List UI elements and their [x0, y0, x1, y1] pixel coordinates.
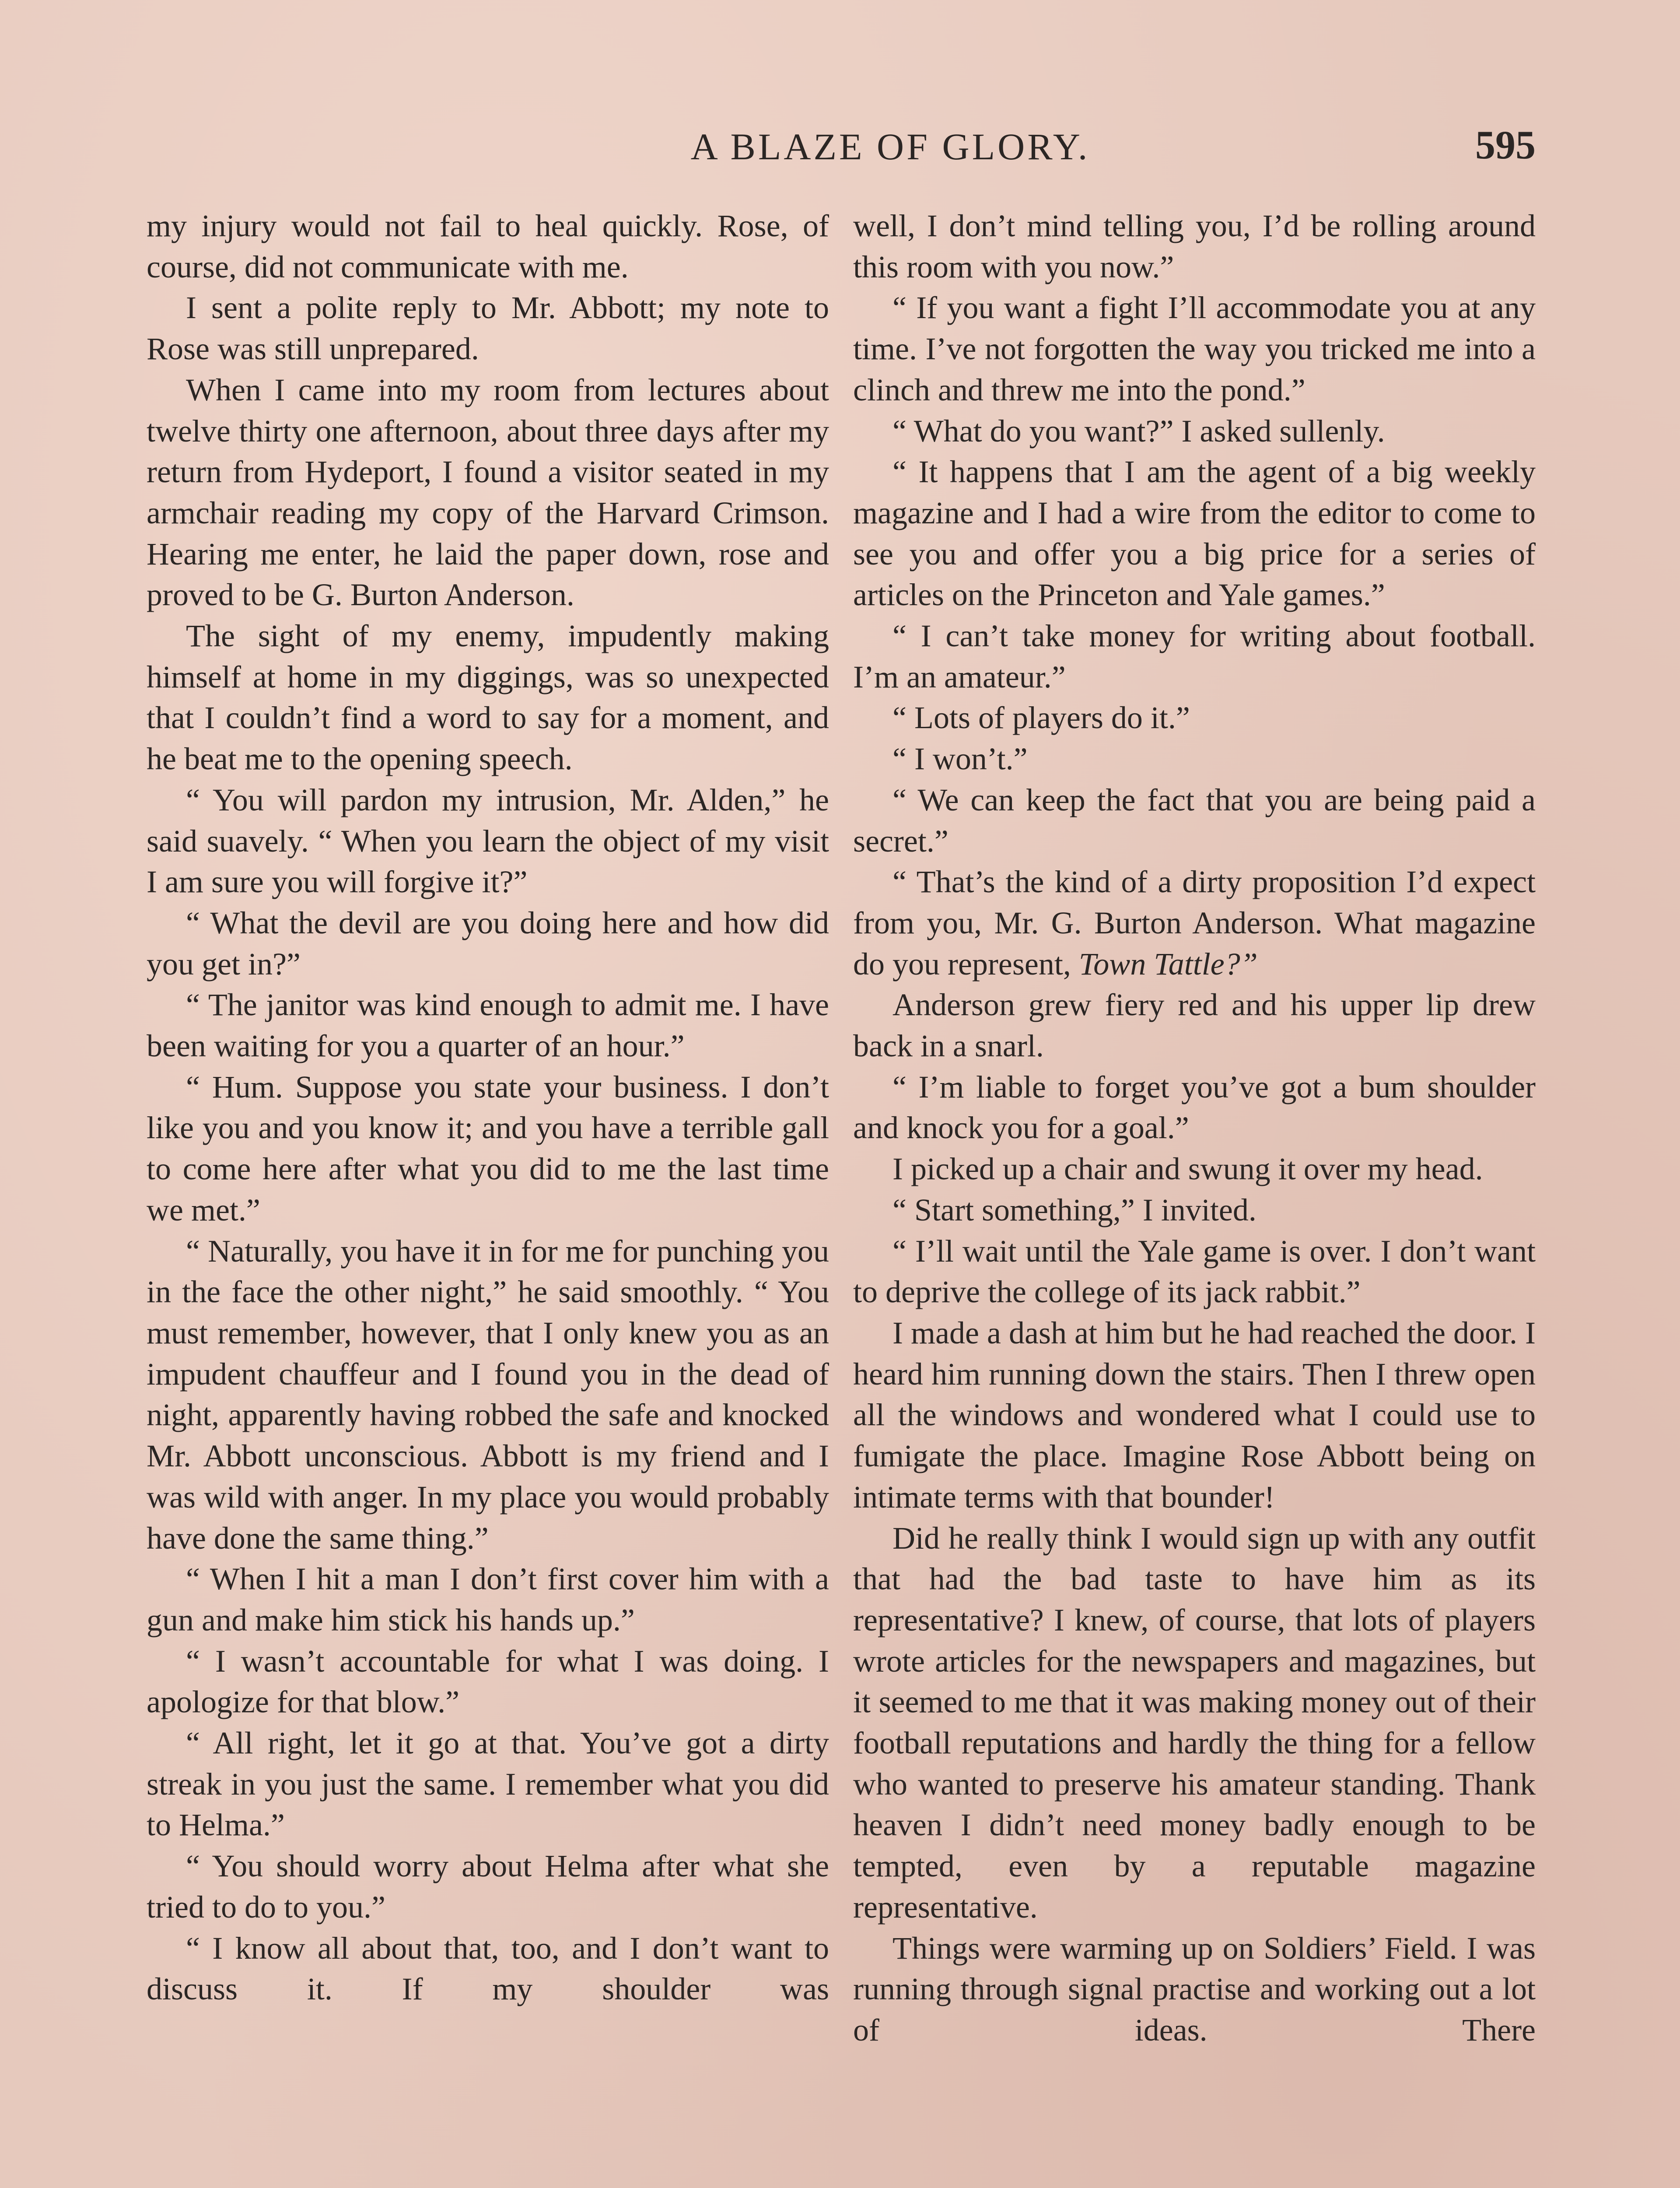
left-column: [147, 206, 829, 2010]
paragraph: “ We can keep the fact that you are being paid a secret.”: [853, 782, 1536, 859]
paragraph: I picked up a chair and swung it over my head.: [892, 1151, 1483, 1187]
paragraph: “ All right, let it go at that. You’ve got a dirty streak in you just the same. I remember what you did to Helma.”: [147, 1725, 829, 1843]
paragraph: “ I wasn’t accountable for what I was doing. I apologize for that blow.”: [147, 1643, 829, 1720]
paragraph: [853, 862, 1536, 985]
paragraph: “ If you want a fight I’ll accommodate you at any time. I’ve not forgotten the way you tricked me into a clinch and threw me into the pond.”: [853, 290, 1536, 407]
paragraph: Anderson grew fiery red and his upper lip drew back in a snarl.: [853, 987, 1536, 1064]
paragraph: “ It happens that I am the agent of a big weekly magazine and I had a wire from the editor to come to see you and offer you a big price for a series of articles on the Princeton and Yale games.”: [853, 454, 1536, 613]
paragraph: “ Start something,” I invited.: [892, 1192, 1256, 1227]
paragraph: “ What do you want?” I asked sullenly.: [892, 413, 1385, 449]
paragraph-text: “ That’s the kind of a dirty proposition I’d expect from you, Mr. G. Burton Anderson. What magazine do you represent,: [853, 864, 1536, 982]
magazine-title: Town Tattle?”: [1078, 946, 1258, 982]
paragraph: “ What the devil are you doing here and how did you get in?”: [147, 905, 829, 982]
paragraph: “ I’ll wait until the Yale game is over. I don’t want to deprive the college of its jack rabbit.”: [853, 1233, 1536, 1310]
paragraph: When I came into my room from lectures about twelve thirty one afternoon, about three days after my return from Hydeport, I found a visitor seated in my armchair reading my copy of the Harvard Crimson. Hearing me enter, he laid the paper down, rose and proved to be G. Burton Anderson.: [147, 372, 829, 613]
paragraph: “ I’m liable to forget you’ve got a bum shoulder and knock you for a goal.”: [853, 1069, 1536, 1146]
right-column: [853, 206, 1536, 2051]
paragraph: Things were warming up on Soldiers’ Field. I was running through signal practise and working out a lot of ideas. There: [853, 1930, 1536, 2048]
paragraph: my injury would not fail to heal quickly. Rose, of course, did not communicate with me.: [147, 208, 829, 284]
paragraph: “ The janitor was kind enough to admit me. I have been waiting for you a quarter of an hour.”: [147, 987, 829, 1064]
page-number: 595: [1475, 123, 1536, 167]
paragraph: “ Naturally, you have it in for me for punching you in the face the other night,” he said smoothly. “ You must remember, however, that I only knew you as an impudent chauffeur and I found you in the dead of night, apparently having robbed the safe and knocked Mr. Abbott unconscious. Abbott is my friend and I was wild with anger. In my place you would probably have done the same thing.”: [147, 1233, 829, 1556]
paragraph: “ I won’t.”: [892, 741, 1028, 777]
paragraph: “ I can’t take money for writing about football. I’m an amateur.”: [853, 618, 1536, 694]
paragraph: “ You will pardon my intrusion, Mr. Alden,” he said suavely. “ When you learn the object of my visit I am sure you will forgive it?”: [147, 782, 829, 900]
paragraph: “ You should worry about Helma after what she tried to do to you.”: [147, 1848, 829, 1925]
paragraph: I sent a polite reply to Mr. Abbott; my note to Rose was still unprepared.: [147, 290, 829, 367]
running-title: A BLAZE OF GLORY.: [690, 126, 1090, 168]
paragraph: well, I don’t mind telling you, I’d be rolling around this room with you now.”: [853, 208, 1536, 284]
paragraph: I made a dash at him but he had reached the door. I heard him running down the stairs. Then I threw open all the windows and wondered what I could use to fumigate the place. Imagine Rose Abbott being on intimate terms with that bounder!: [853, 1315, 1536, 1515]
paragraph: “ Hum. Suppose you state your business. I don’t like you and you know it; and you have a terrible gall to come here after what you did to me the last time we met.”: [147, 1069, 829, 1227]
paragraph: The sight of my enemy, impudently making himself at home in my diggings, was so unexpected that I couldn’t find a word to say for a moment, and he beat me to the opening speech.: [147, 618, 829, 777]
paragraph: “ I know all about that, too, and I don’t want to discuss it. If my shoulder was: [147, 1930, 829, 2007]
paragraph: “ Lots of players do it.”: [892, 700, 1190, 736]
paragraph: Did he really think I would sign up with any outfit that had the bad taste to have him as its representative? I knew, of course, that lots of players wrote articles for the newspapers and magazines, but it seemed to me that it was making money out of their football reputations and hardly the thing for a fellow who wanted to preserve his amateur standing. Thank heaven I didn’t need money badly enough to be tempted, even by a reputable magazine representative.: [853, 1520, 1536, 1925]
paragraph: “ When I hit a man I don’t first cover him with a gun and make him stick his hands up.”: [147, 1561, 829, 1637]
